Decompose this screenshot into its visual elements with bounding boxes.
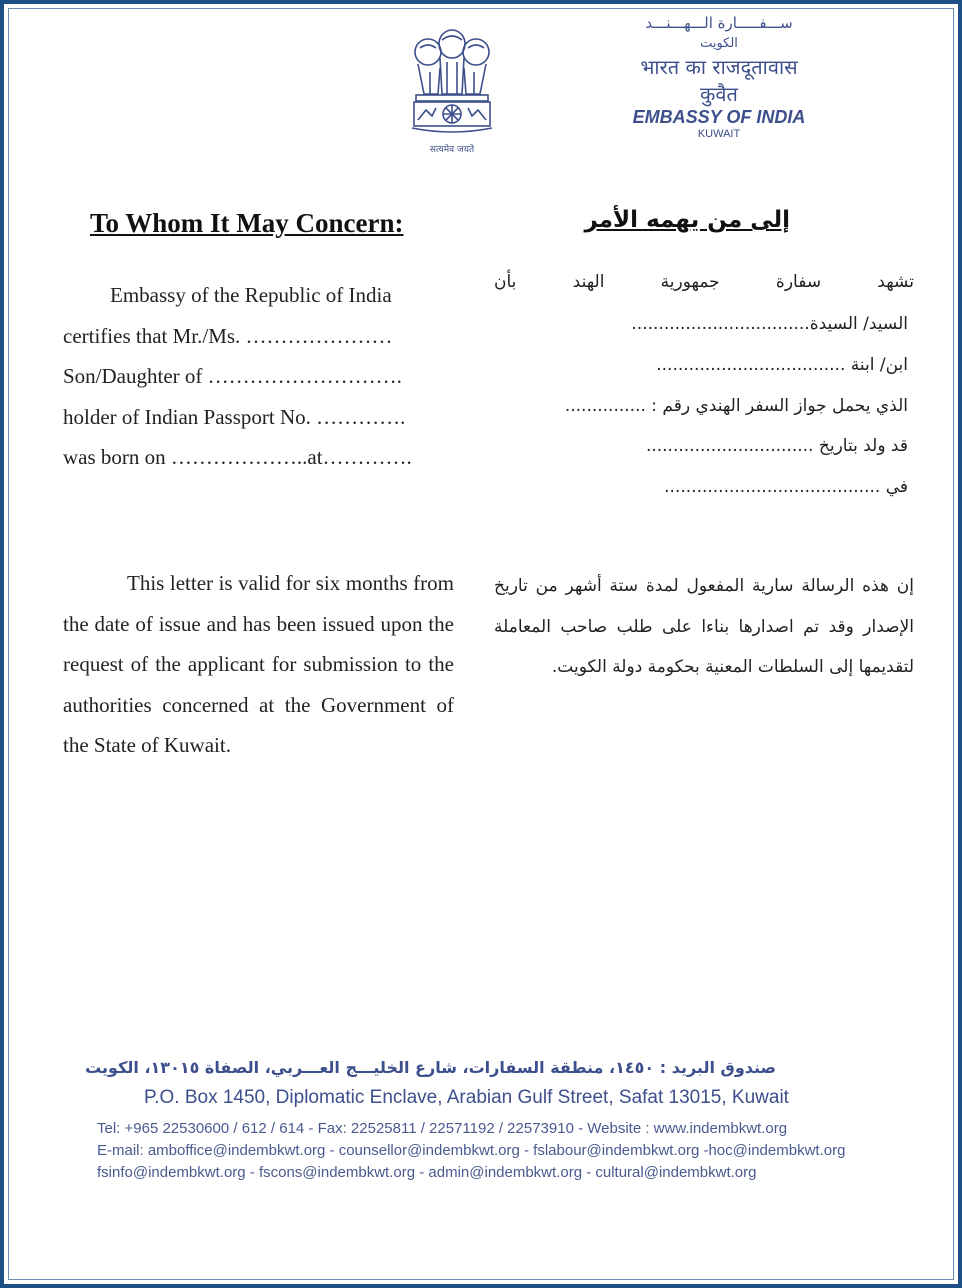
national-emblem [402,22,502,160]
letterhead-hindi-name: भारत का राजदूतावास [640,55,798,79]
english-line-parent: Son/Daughter of ………………………. [63,364,402,388]
arabic-word: الهند [572,272,605,292]
english-line-embassy: Embassy of the Republic of India [110,283,392,307]
english-line-passport: holder of Indian Passport No. …………. [63,405,406,429]
arabic-word: بأن [494,272,517,292]
arabic-line-birthdate: قد ولد بتاريخ ............................... [645,436,908,456]
footer-english-address: P.O. Box 1450, Diplomatic Enclave, Arabian Gulf Street, Safat 13015, Kuwait [144,1087,789,1108]
arabic-line-name: السيد/ السيدة................................. [631,314,908,334]
footer-contact-email-more: fsinfo@indembkwt.org - fscons@indembkwt.org - admin@indembkwt.org - cultural@indembkwt.org [97,1164,757,1181]
arabic-word: جمهورية [660,272,720,292]
arabic-line-passport: الذي يحمل جواز السفر الهندي رقم : ............... [564,396,908,416]
footer-arabic-address: صندوق البريد : ١٤٥٠، منطقة السفارات، شارع الخليـــج العـــربي، الصفاة ١٣٠١٥، الكويت [85,1058,776,1077]
letterhead-hindi-city: कुवैत [700,82,738,106]
letterhead-english-name: EMBASSY OF INDIA [632,107,806,127]
letterhead-english-city: KUWAIT [697,128,741,140]
english-validity-text: This letter is valid for six months from the date of issue and has been issued upon the request of the applicant for submission to the authorities concerned at the Government of the State of Kuwait. [63,571,454,758]
arabic-word: تشهد [877,272,914,292]
arabic-line-parent: ابن/ ابنة ................................... [656,355,908,375]
english-title: To Whom It May Concern: [90,208,404,238]
lion-capital-icon [402,22,502,142]
embassy-letterhead [616,14,822,140]
arabic-validity-paragraph: إن هذه الرسالة سارية المفعول لمدة ستة أشهر من تاريخ الإصدار وقد تم اصدارها بناءا على طلب صاحب المعاملة لتقديمها إلى السلطات المعنية بحكومة دولة الكويت. [494,576,914,678]
arabic-word: سفارة [775,272,822,292]
english-line-certifies: certifies that Mr./Ms. ………………… [63,324,393,348]
english-line-birth: was born on ………………..at…………. [63,445,412,469]
letterhead-arabic-city: الكويت [700,36,738,51]
english-validity-paragraph [63,563,454,766]
arabic-title: إلى من يهمه الأمر [584,207,790,233]
footer-contact-email: E-mail: amboffice@indembkwt.org - counsellor@indembkwt.org - fslabour@indembkwt.org -hoc@indembkwt.org [97,1142,846,1159]
arabic-line-embassy [494,272,914,292]
emblem-motto: सत्यमेव जयते [429,145,475,155]
letterhead-arabic-name: ســـفـــــارة الـــهـــنـــد [645,14,793,32]
footer-contact-phone: Tel: +965 22530600 / 612 / 614 - Fax: 22525811 / 22571192 / 22573910 - Website : www.indembkwt.org [97,1120,788,1137]
arabic-line-birthplace: في ........................................ [664,477,908,497]
